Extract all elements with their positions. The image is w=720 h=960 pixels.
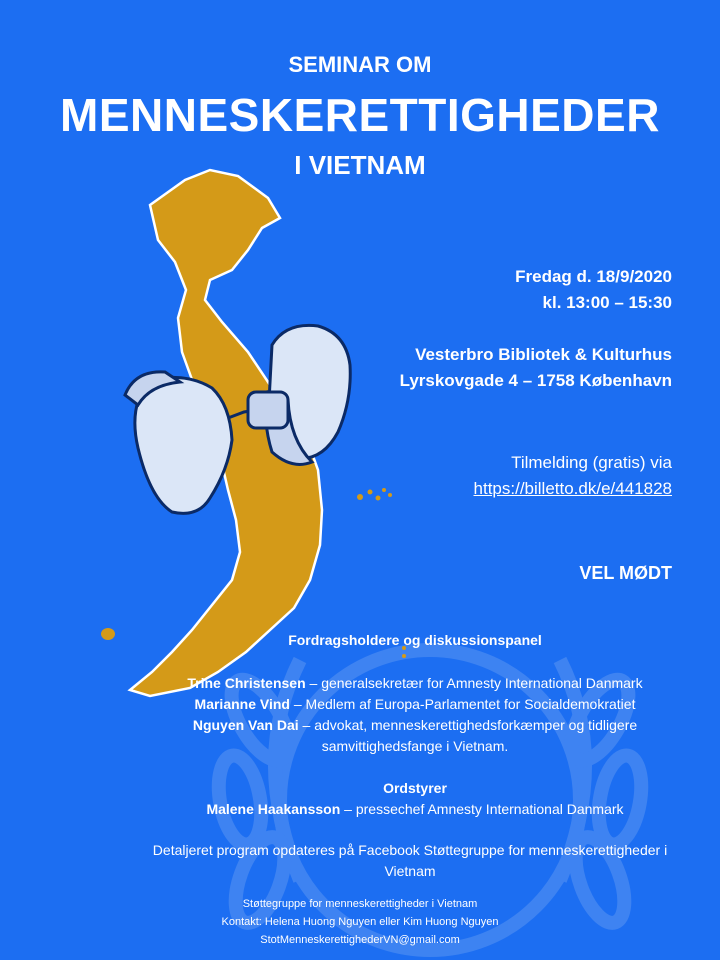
speaker-3	[110, 715, 720, 736]
footer-org: Støttegruppe for menneskerettigheder i Vietnam	[242, 898, 478, 910]
welcome-text: VEL MØDT	[579, 563, 672, 583]
speaker-2	[110, 694, 720, 715]
moderator-name: Malene Haakansson	[206, 801, 341, 817]
panel-heading: Fordragsholdere og diskussionspanel	[288, 632, 542, 648]
moderator	[110, 799, 720, 820]
event-address: Lyrskovgade 4 – 1758 København	[399, 371, 672, 390]
speaker-1	[110, 673, 720, 694]
speaker-role: – Medlem af Europa-Parlamentet for Socialdemokratiet	[289, 696, 636, 712]
speaker-name: Marianne Vind	[194, 696, 290, 712]
event-venue: Vesterbro Bibliotek & Kulturhus	[415, 345, 672, 364]
footer-email[interactable]: StotMenneskerettighederVN@gmail.com	[260, 934, 460, 946]
registration-text: Tilmelding (gratis) via	[511, 453, 672, 472]
speaker-role: – advokat, menneskerettighedsforkæmper og tidligere	[298, 717, 638, 733]
speaker-role: – generalsekretær for Amnesty International Danmark	[305, 675, 643, 691]
page-title: MENNESKERETTIGHEDER	[60, 89, 660, 141]
moderator-role: – pressechef Amnesty International Danmark	[340, 801, 624, 817]
speaker-name: Trine Christensen	[187, 675, 306, 691]
title-line-3: I VIETNAM	[294, 150, 426, 180]
program-note-line-1: Detaljeret program opdateres på Facebook Støttegruppe for menneskerettigheder i	[152, 842, 668, 858]
event-time: kl. 13:00 – 15:30	[542, 293, 672, 312]
registration-link[interactable]: https://billetto.dk/e/441828	[473, 479, 672, 498]
speaker-3-continued: samvittighedsfange i Vietnam.	[321, 738, 509, 754]
moderator-heading: Ordstyrer	[383, 780, 447, 796]
program-note-line-2: Vietnam	[384, 863, 436, 879]
title-line-1: SEMINAR OM	[288, 52, 432, 77]
footer-contact: Kontakt: Helena Huong Nguyen eller Kim Huong Nguyen	[221, 916, 499, 928]
event-date: Fredag d. 18/9/2020	[515, 267, 672, 286]
speaker-name: Nguyen Van Dai	[192, 717, 299, 733]
